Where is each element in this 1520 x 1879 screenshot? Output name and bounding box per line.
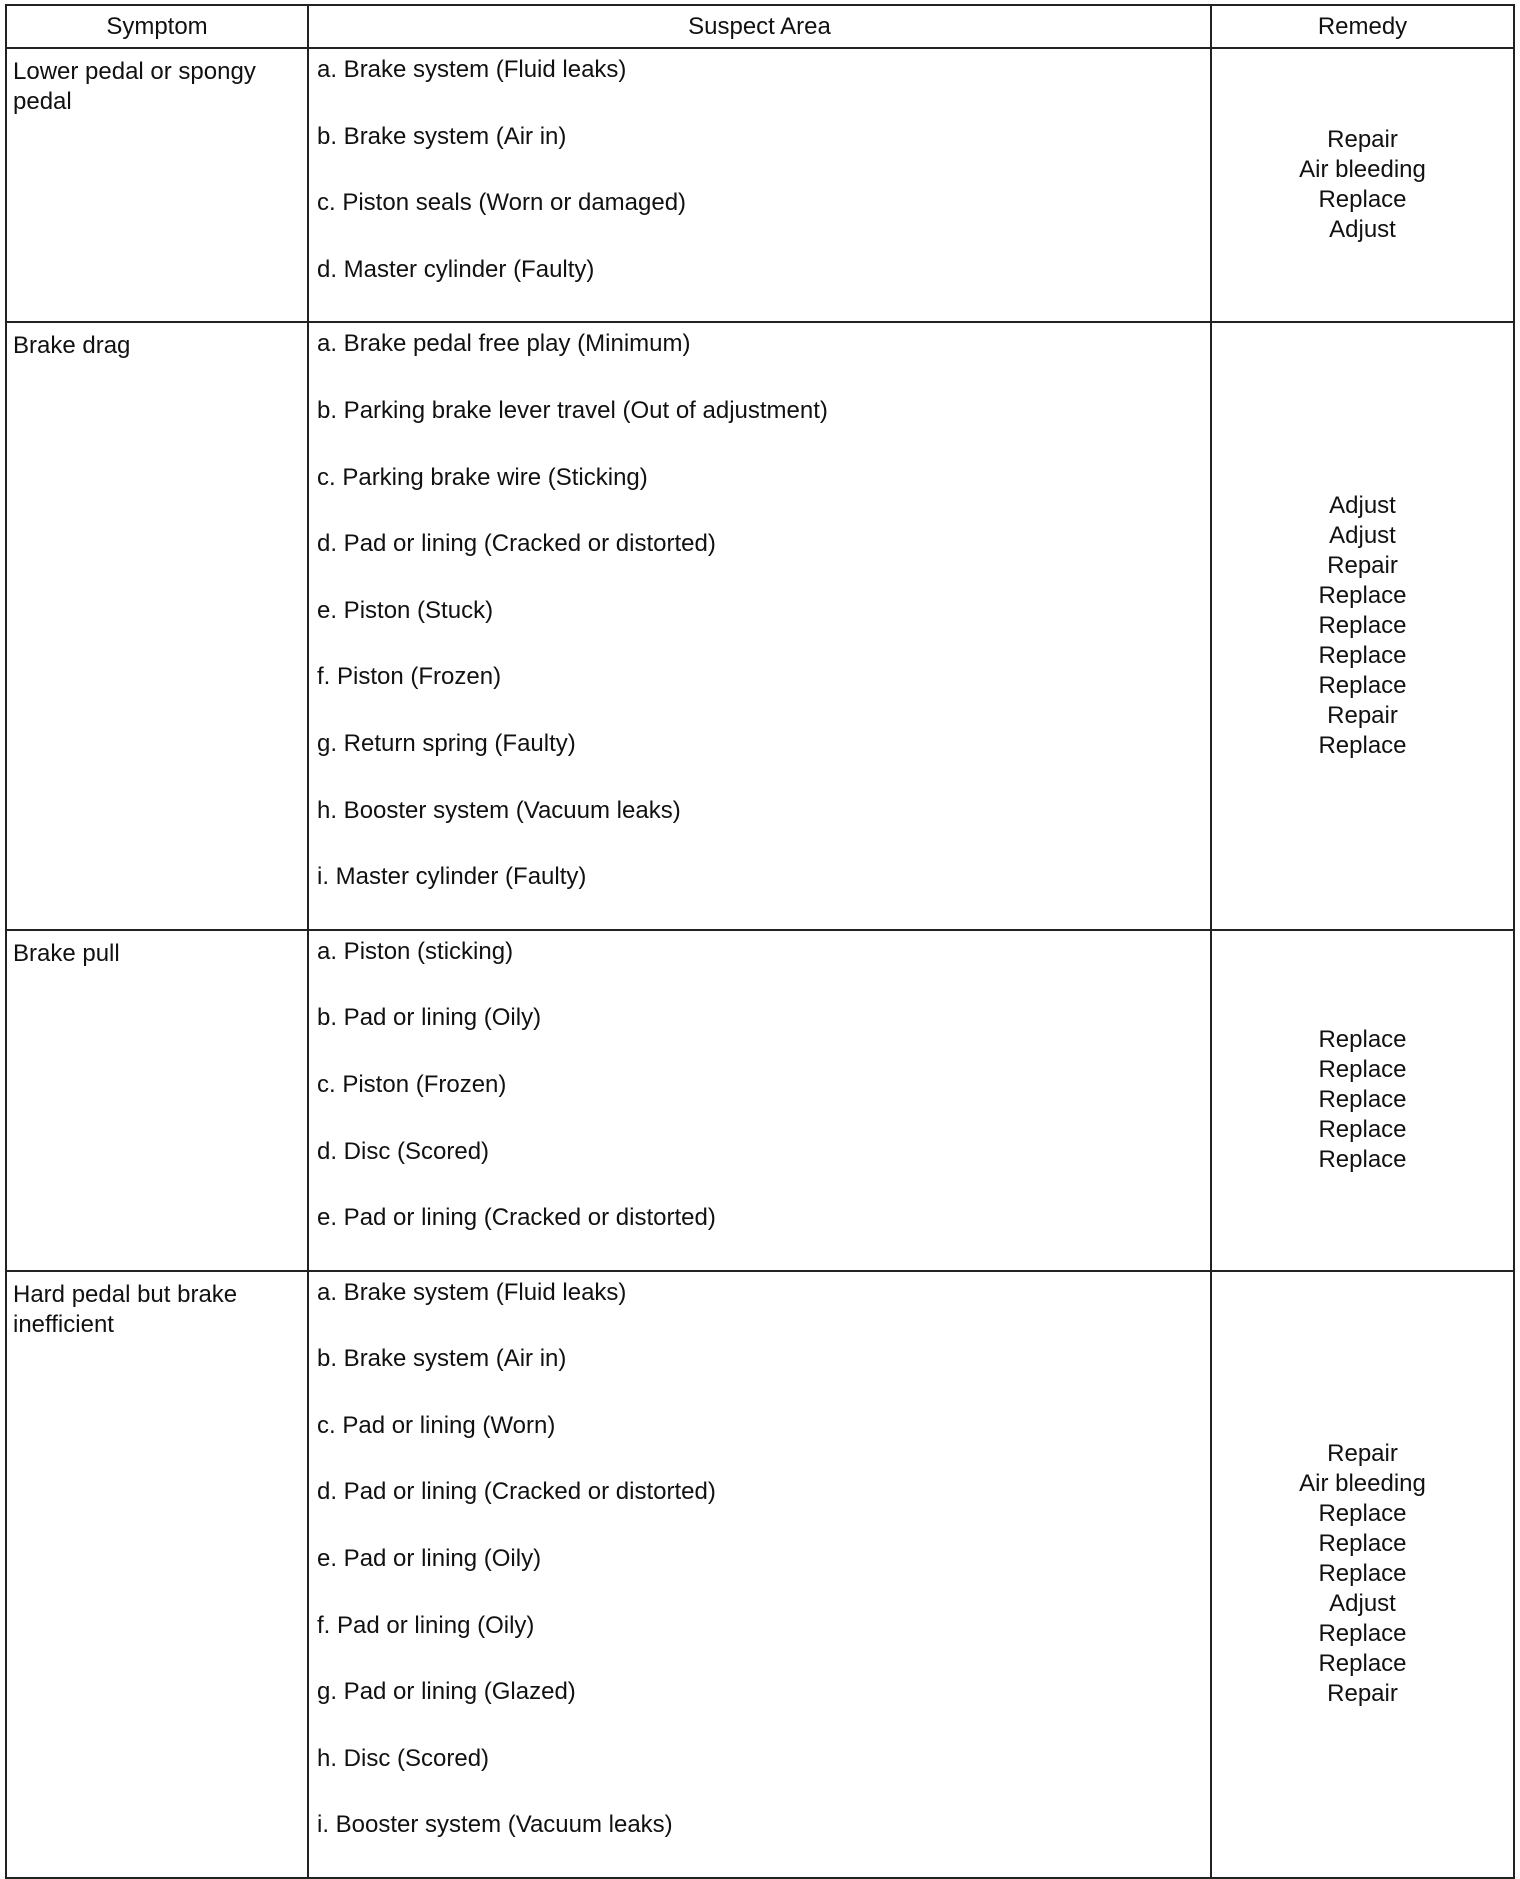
remedy-item: Replace — [1318, 1620, 1407, 1648]
remedy-item: Replace — [1318, 642, 1407, 670]
remedy-item: Adjust — [1329, 216, 1396, 244]
suspect-item: e. Piston (Stuck) — [317, 596, 494, 624]
remedy-item: Replace — [1318, 1650, 1407, 1678]
remedy-item: Replace — [1318, 1026, 1407, 1054]
remedy-cell — [1211, 322, 1514, 929]
remedy-cell — [1211, 1271, 1514, 1878]
suspect-item: g. Return spring (Faulty) — [317, 729, 576, 757]
suspect-item: f. Piston (Frozen) — [317, 663, 502, 691]
remedy-item: Replace — [1318, 612, 1407, 640]
symptom-cell: Hard pedal but brake inefficient — [6, 1271, 308, 1878]
troubleshooting-table — [5, 4, 1515, 1879]
suspect-item: i. Booster system (Vacuum leaks) — [317, 1811, 673, 1839]
remedy-item: Replace — [1318, 672, 1407, 700]
suspect-list — [317, 1278, 1202, 1877]
remedy-list — [1212, 491, 1513, 761]
suspect-item: h. Booster system (Vacuum leaks) — [317, 796, 681, 824]
suspect-area-cell — [308, 48, 1211, 322]
remedy-item: Replace — [1318, 186, 1407, 214]
suspect-item: b. Brake system (Air in) — [317, 1345, 567, 1373]
suspect-item: d. Pad or lining (Cracked or distorted) — [317, 530, 716, 558]
suspect-item: h. Disc (Scored) — [317, 1744, 490, 1772]
suspect-item: c. Parking brake wire (Sticking) — [317, 463, 648, 491]
remedy-item: Replace — [1318, 732, 1407, 760]
header-row — [6, 5, 1514, 48]
suspect-item: c. Pad or lining (Worn) — [317, 1411, 556, 1439]
remedy-item: Replace — [1318, 1146, 1407, 1174]
remedy-item: Replace — [1318, 1056, 1407, 1084]
suspect-item: f. Pad or lining (Oily) — [317, 1611, 535, 1639]
remedy-item: Adjust — [1329, 492, 1396, 520]
remedy-item: Replace — [1318, 582, 1407, 610]
table-row — [6, 930, 1514, 1271]
suspect-area-cell — [308, 322, 1211, 929]
remedy-item: Replace — [1318, 1500, 1407, 1528]
remedy-item: Replace — [1318, 1560, 1407, 1588]
remedy-item: Air bleeding — [1299, 1470, 1426, 1498]
remedy-item: Adjust — [1329, 1590, 1396, 1618]
remedy-list — [1212, 1439, 1513, 1709]
suspect-item: c. Piston (Frozen) — [317, 1070, 507, 1098]
suspect-list — [317, 55, 1202, 321]
remedy-list — [1212, 1025, 1513, 1175]
table-body — [6, 48, 1514, 1878]
remedy-item: Replace — [1318, 1116, 1407, 1144]
suspect-item: e. Pad or lining (Oily) — [317, 1545, 542, 1573]
suspect-area-cell — [308, 1271, 1211, 1878]
symptom-cell: Lower pedal or spongy pedal — [6, 48, 308, 322]
header-remedy: Remedy — [1211, 5, 1514, 48]
suspect-item: d. Pad or lining (Cracked or distorted) — [317, 1478, 716, 1506]
suspect-area-cell — [308, 930, 1211, 1271]
suspect-item: c. Piston seals (Worn or damaged) — [317, 189, 687, 217]
remedy-item: Replace — [1318, 1530, 1407, 1558]
table-row — [6, 1271, 1514, 1878]
remedy-item: Repair — [1327, 1440, 1398, 1468]
suspect-item: a. Brake pedal free play (Minimum) — [317, 330, 691, 358]
symptom-cell: Brake drag — [6, 322, 308, 929]
remedy-item: Repair — [1327, 1680, 1398, 1708]
suspect-item: b. Brake system (Air in) — [317, 122, 567, 150]
suspect-item: b. Parking brake lever travel (Out of adjustment) — [317, 396, 828, 424]
suspect-item: b. Pad or lining (Oily) — [317, 1004, 542, 1032]
suspect-item: d. Disc (Scored) — [317, 1137, 490, 1165]
remedy-item: Adjust — [1329, 522, 1396, 550]
table-row — [6, 322, 1514, 929]
remedy-cell — [1211, 48, 1514, 322]
remedy-cell — [1211, 930, 1514, 1271]
suspect-list — [317, 329, 1202, 928]
remedy-item: Replace — [1318, 1086, 1407, 1114]
suspect-item: i. Master cylinder (Faulty) — [317, 863, 587, 891]
header-suspect-area: Suspect Area — [308, 5, 1211, 48]
suspect-item: a. Brake system (Fluid leaks) — [317, 56, 627, 83]
symptom-cell: Brake pull — [6, 930, 308, 1271]
remedy-item: Repair — [1327, 702, 1398, 730]
remedy-item: Repair — [1327, 552, 1398, 580]
remedy-list — [1212, 125, 1513, 245]
suspect-item: a. Piston (sticking) — [317, 937, 514, 965]
suspect-item: g. Pad or lining (Glazed) — [317, 1678, 576, 1706]
header-symptom: Symptom — [6, 5, 308, 48]
suspect-list — [317, 937, 1202, 1270]
suspect-item: a. Brake system (Fluid leaks) — [317, 1278, 627, 1306]
troubleshooting-page — [5, 4, 1513, 1839]
remedy-item: Air bleeding — [1299, 156, 1426, 184]
suspect-item: e. Pad or lining (Cracked or distorted) — [317, 1204, 716, 1232]
remedy-item: Repair — [1327, 126, 1398, 154]
suspect-item: d. Master cylinder (Faulty) — [317, 255, 595, 283]
table-row — [6, 48, 1514, 322]
